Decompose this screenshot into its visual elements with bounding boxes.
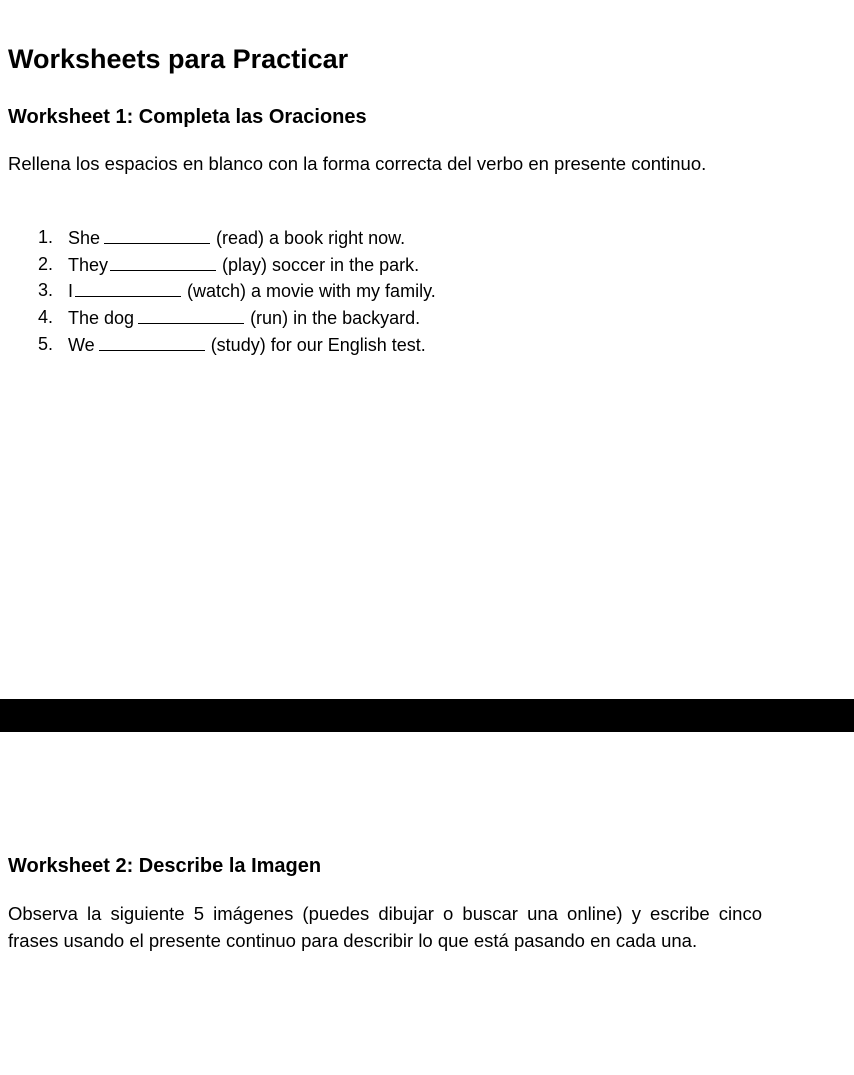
answer-blank[interactable] (110, 251, 216, 271)
page-divider-bar (0, 699, 854, 732)
exercise-sentence (68, 224, 405, 252)
exercise-rest: (play) soccer in the park. (222, 254, 420, 275)
exercise-subject: The dog (68, 308, 135, 329)
worksheet-1-heading: Worksheet 1: Completa las Oraciones (8, 106, 367, 128)
exercise-subject: I (68, 281, 74, 302)
answer-blank[interactable] (99, 331, 205, 351)
exercise-number: 2. (38, 253, 54, 274)
exercise-rest: (read) a book right now. (216, 228, 406, 248)
answer-blank[interactable] (104, 224, 210, 244)
exercise-rest: (study) for our English test. (210, 334, 426, 355)
page-title: Worksheets para Practicar (8, 44, 349, 74)
exercise-subject: They (68, 254, 109, 275)
exercise-sentence (68, 277, 436, 305)
exercise-number: 5. (38, 333, 54, 354)
worksheet-2-instructions: Observa la siguiente 5 imágenes (puedes dibujar o buscar una online) y escribe cinco frases usando el presente continuo para describir lo que está pasando en cada una. (8, 903, 762, 951)
exercise-subject: She (68, 228, 101, 248)
answer-blank[interactable] (75, 277, 181, 297)
exercise-rest: (run) in the backyard. (250, 308, 421, 329)
worksheet-2-heading: Worksheet 2: Describe la Imagen (8, 855, 322, 877)
answer-blank[interactable] (138, 304, 244, 324)
exercise-subject: We (68, 334, 95, 355)
exercise-rest: (watch) a movie with my family. (187, 281, 436, 302)
exercise-number: 3. (38, 280, 54, 301)
exercise-sentence (68, 304, 420, 332)
exercise-number: 1. (38, 227, 54, 247)
exercise-sentence (68, 331, 426, 359)
exercise-sentence (68, 251, 419, 279)
exercise-number: 4. (38, 307, 54, 328)
worksheet-1-instructions: Rellena los espacios en blanco con la forma correcta del verbo en presente continuo. (8, 153, 707, 174)
